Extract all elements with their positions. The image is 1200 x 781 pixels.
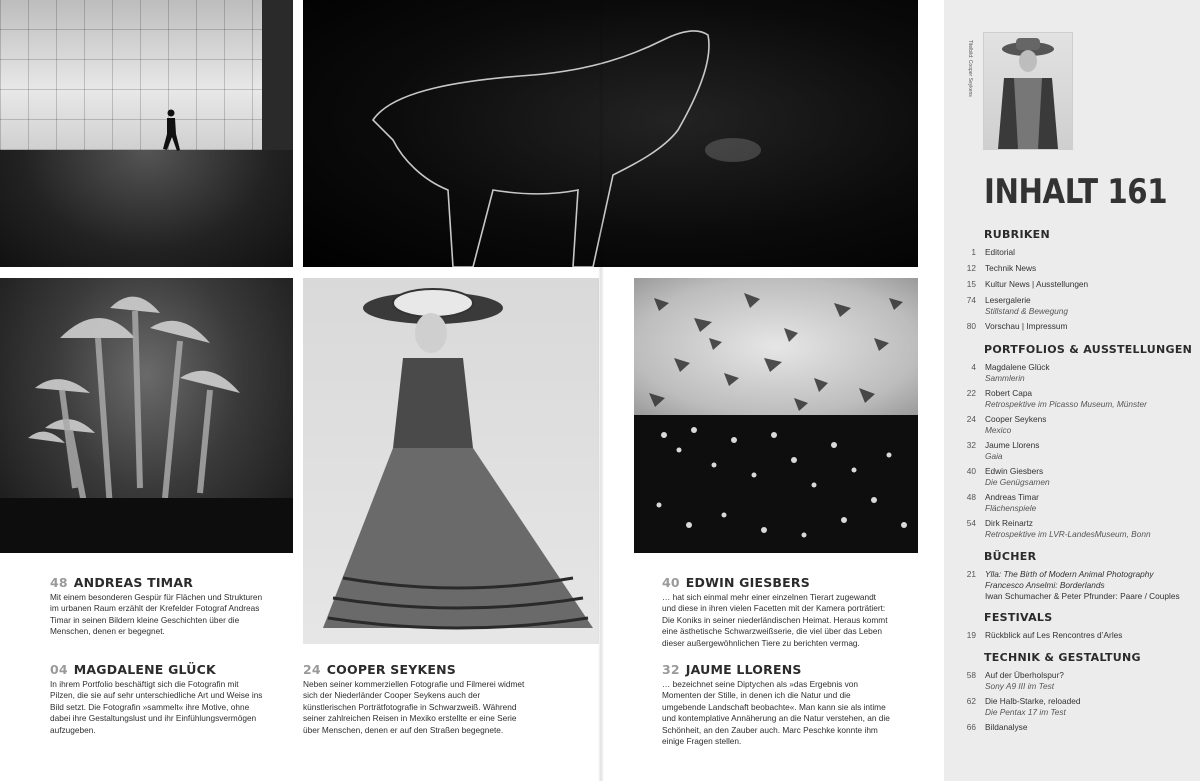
photo-horse-silhouette — [303, 0, 918, 267]
toc-section-festivals: FESTIVALS — [984, 611, 1053, 624]
photo-white-flowers — [634, 415, 918, 553]
woman-in-dress — [303, 278, 599, 644]
building-shadow — [262, 0, 293, 150]
photo-urban-walker — [0, 0, 293, 267]
article-title-timar: 48 ANDREAS TIMAR — [50, 575, 194, 590]
cover-thumbnail — [983, 32, 1073, 150]
cobblestone-ground — [0, 150, 293, 267]
toc-section-portfolios: PORTFOLIOS & AUSSTELLUNGEN — [984, 343, 1193, 356]
article-text-seykens: Neben seiner kommerziellen Fotografie und Filmerei widmet sich der Niederländer Cooper Seykens auch der künstlerischen Porträtfotografie in Schwarzweiß. Während seiner zahlreichen Reisen in Mexiko erstellte er eine Serie über Menschen, denen er auf den Straßen begegnete. — [303, 679, 525, 735]
blurred-birds — [634, 278, 918, 415]
toc-section-buecher: BÜCHER — [984, 550, 1037, 563]
article-text-giesbers: … hat sich einmal mehr einer einzelnen Tierart zugewandt und diese in ihren vielen Facetten mit der Kamera porträtiert: Die Koniks in seiner niederländischen Heimat. Heraus kommt eine ästhetische Schwarzweißserie, die viel über das Leben dieser außergewöhnlichen Tiere zu berichten vermag. — [662, 592, 888, 648]
photo-mexican-portrait — [303, 278, 599, 644]
walking-man-silhouette — [158, 108, 184, 154]
toc-section-rubriken: RUBRIKEN — [984, 228, 1050, 241]
article-text-glueck: In ihrem Portfolio beschäftigt sich die Fotografin mit Pilzen, die sie auf sehr unterschiedliche Art und Weise ins Bild setzt. Die Fotografin »sammelt« ihre Motive, ohne dabei ihre Gestaltungslust und ihr Einfühlungsvermögen aufzugeben. — [50, 679, 263, 735]
article-text-timar: Mit einem besonderen Gespür für Flächen und Strukturen im urbanen Raum erzählt der Krefelder Fotograf Andreas Timar in seinen Bildern kleine Geschichten über die Menschen, denen er begegnet. — [50, 592, 263, 637]
article-title-seykens: 24 COOPER SEYKENS — [303, 662, 456, 677]
mushroom-shapes — [0, 278, 293, 553]
photo-birds-motion — [634, 278, 918, 415]
flower-dots — [634, 415, 918, 553]
toc-section-technik: TECHNIK & GESTALTUNG — [984, 651, 1141, 664]
article-title-giesbers: 40 EDWIN GIESBERS — [662, 575, 810, 590]
photo-mushrooms — [0, 278, 293, 553]
article-title-llorens: 32 JAUME LLORENS — [662, 662, 802, 677]
cowboy-portrait — [984, 33, 1072, 149]
article-text-llorens: … bezeichnet seine Diptychen als »das Ergebnis von Momenten der Stille, in denen ich die Natur und die umgebende Landschaft beobachte«. Man kann sie als intime und kontemplative Annäherung an die Natur verstehen, an die Schönheit, an den Zauber auch. Marc Peschke konnte ihm einige Fragen stellen. — [662, 679, 890, 747]
page-gutter — [598, 0, 604, 781]
cover-credit: Titelbild: Cooper Seykens — [967, 40, 973, 97]
toc-item[interactable]: 21 Ylla: The Birth of Modern Animal Photography Francesco Anselmi: Borderlands Iwan Schumacher & Peter Pfrunder: Paare / Couples — [966, 569, 1180, 601]
article-title-glueck: 04 MAGDALENE GLÜCK — [50, 662, 216, 677]
building-facade — [0, 0, 262, 150]
horse-rim-light — [303, 0, 918, 267]
toc-title: INHALT 161 — [984, 172, 1168, 212]
